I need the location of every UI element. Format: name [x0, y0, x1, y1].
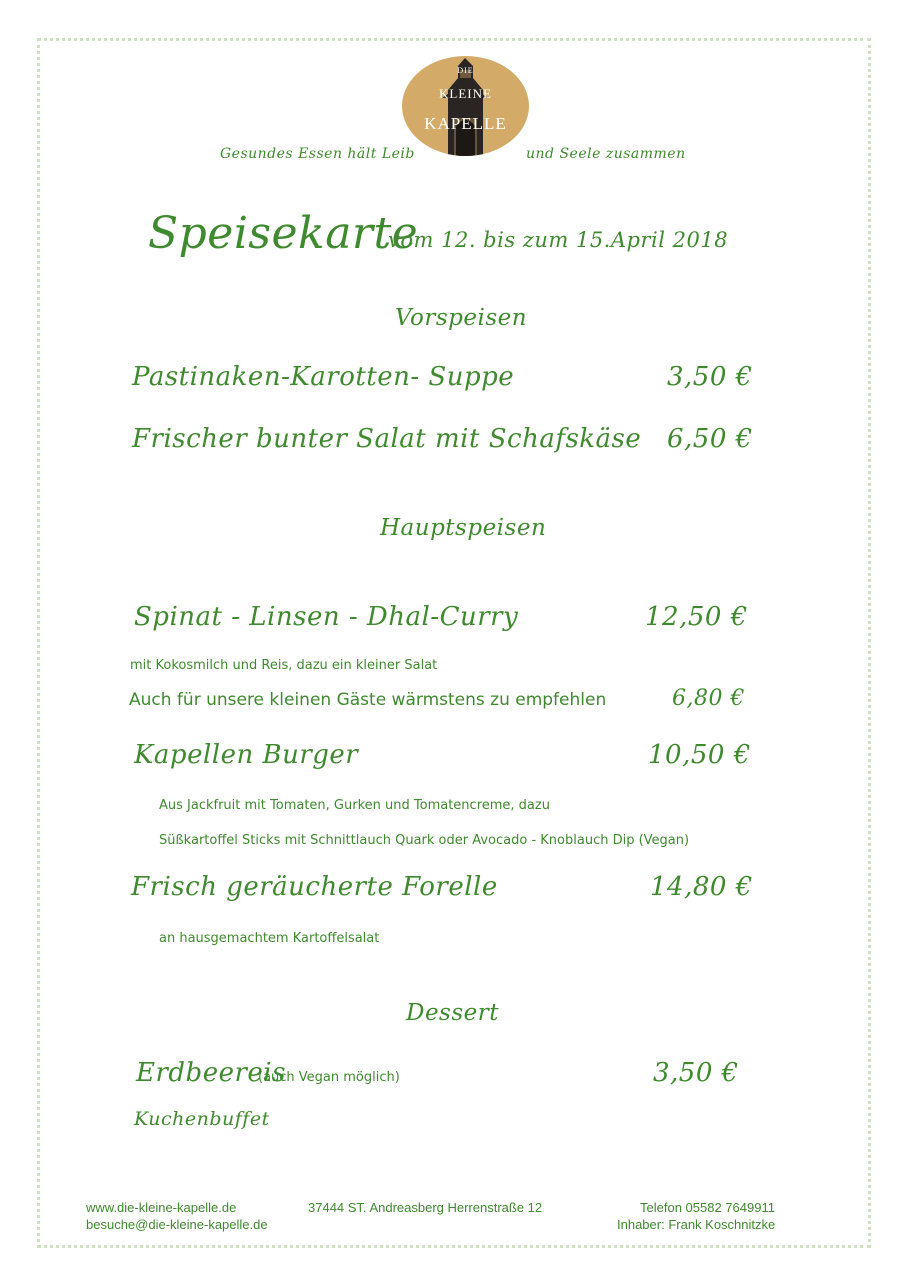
- menu-item-price: 10,50 €: [648, 740, 751, 770]
- section-heading-dessert: Dessert: [406, 1000, 500, 1026]
- footer-website: www.die-kleine-kapelle.de: [86, 1200, 237, 1215]
- menu-item-name: Frisch geräucherte Forelle: [131, 872, 498, 902]
- page-subtitle: vom 12. bis zum 15.April 2018: [388, 228, 729, 252]
- menu-item-price: 14,80 €: [650, 872, 753, 902]
- menu-item-price: 12,50 €: [645, 602, 748, 632]
- menu-item-price: 3,50 €: [653, 1058, 739, 1088]
- menu-item-description: mit Kokosmilch und Reis, dazu ein kleiner Salat: [130, 658, 438, 673]
- kapelle-logo: [402, 56, 529, 156]
- menu-item-description: an hausgemachtem Kartoffelsalat: [159, 931, 380, 946]
- menu-item-note: (auch Vegan möglich): [258, 1070, 400, 1085]
- footer-email: besuche@die-kleine-kapelle.de: [86, 1217, 268, 1232]
- menu-item-name: Pastinaken-Karotten- Suppe: [132, 362, 515, 392]
- menu-item-name: Kuchenbuffet: [134, 1108, 270, 1130]
- logo-kleine: KLEINE: [439, 86, 492, 101]
- menu-item-name: Kapellen Burger: [134, 740, 359, 770]
- tagline-right: und Seele zusammen: [526, 146, 686, 162]
- logo-kapelle: KAPELLE: [424, 114, 507, 133]
- tagline-left: Gesundes Essen hält Leib: [220, 146, 415, 162]
- menu-item-price: 3,50 €: [667, 362, 753, 392]
- menu-item-price: 6,50 €: [667, 424, 753, 454]
- footer-owner: Inhaber: Frank Koschnitzke: [617, 1217, 776, 1232]
- menu-item-name: Spinat - Linsen - Dhal-Curry: [134, 602, 519, 632]
- logo-die: DIE: [457, 66, 474, 75]
- kids-recommendation: Auch für unsere kleinen Gäste wärmstens zu empfehlen: [129, 690, 607, 710]
- page-title: Speisekarte: [148, 208, 419, 259]
- menu-item-description: Aus Jackfruit mit Tomaten, Gurken und Tomatencreme, dazu: [159, 798, 550, 813]
- section-heading-vorspeisen: Vorspeisen: [395, 305, 528, 331]
- menu-item-name: Erdbeereis: [136, 1058, 286, 1088]
- menu-item-description: Süßkartoffel Sticks mit Schnittlauch Quark oder Avocado - Knoblauch Dip (Vegan): [159, 833, 690, 848]
- menu-item-name: Frischer bunter Salat mit Schafskäse: [132, 424, 642, 454]
- section-heading-hauptspeisen: Hauptspeisen: [380, 515, 547, 541]
- footer-address: 37444 ST. Andreasberg Herrenstraße 12: [308, 1200, 543, 1215]
- menu-item-price: 6,80 €: [672, 686, 745, 711]
- footer-phone: Telefon 05582 7649911: [640, 1200, 775, 1215]
